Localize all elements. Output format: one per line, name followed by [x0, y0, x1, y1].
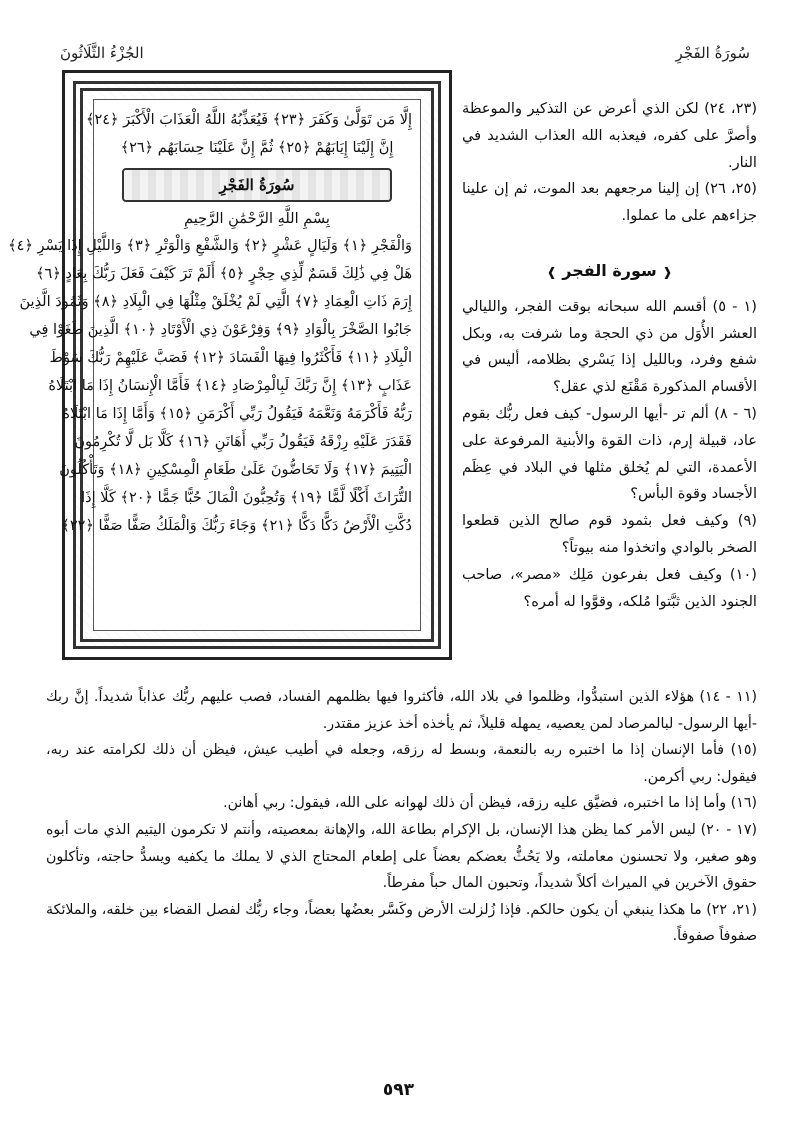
ayah-line: عَذَابٍ ﴿١٣﴾ إِنَّ رَبَّكَ لَبِالْمِرْصَادِ ﴿١٤﴾ فَأَمَّا الْإِنسَانُ إِذَا مَا ابْتَلَاهُ: [48, 378, 412, 394]
ayah-line: إِرَمَ ذَاتِ الْعِمَادِ ﴿٧﴾ الَّتِي لَمْ يُخْلَقْ مِثْلُهَا فِي الْبِلَادِ ﴿٨﴾ وَثَمُودَ الَّذِينَ: [19, 294, 412, 310]
tafsir-paragraph: (١١ - ١٤) هؤلاء الذين استبدُّوا، وظلموا في بلاد الله، فأكثروا فيها بظلمهم الفساد، فصب عليهم ربُّك عذاباً شديداً. إنَّ ربك -أيها الرسول- لبالمرصاد لمن يعصيه، يمهله قليلاً، ثم يأخذه أخذ عزيز مقتدر.: [46, 689, 757, 732]
ayah-line: الْيَتِيمَ ﴿١٧﴾ وَلَا تَحَاضُّونَ عَلَىٰ طَعَامِ الْمِسْكِينِ ﴿١٨﴾ وَتَأْكُلُونَ: [59, 462, 412, 478]
ayah-line: وَالْفَجْرِ ﴿١﴾ وَلَيَالٍ عَشْرٍ ﴿٢﴾ وَالشَّفْعِ وَالْوَتْرِ ﴿٣﴾ وَاللَّيْلِ إِذَا يَسْرِ ﴿٤﴾: [8, 238, 412, 254]
ayah-line: التُّرَاثَ أَكْلًا لَّمًّا ﴿١٩﴾ وَتُحِبُّونَ الْمَالَ حُبًّا جَمًّا ﴿٢٠﴾ كَلَّا إِذَا: [81, 490, 412, 506]
tafsir-paragraph: (٢٥، ٢٦) إن إلينا مرجعهم بعد الموت، ثم إن علينا جزاءهم على ما عملوا.: [462, 180, 757, 225]
quran-text-block: [8, 99, 421, 631]
ayah-line: جَابُوا الصَّخْرَ بِالْوَادِ ﴿٩﴾ وَفِرْعَوْنَ ذِي الْأَوْتَادِ ﴿١٠﴾ الَّذِينَ طَغَوْا فِي: [29, 322, 412, 338]
tafsir-paragraph: (٢١، ٢٢) ما هكذا ينبغي أن يكون حالكم. فإذا زُلزلت الأرض وكَسَّر بعضُها بعضاً، وجاء ربُّك لفصل القضاء بين خلقه، والملائكة صفوفاً صفوفاً.: [46, 901, 757, 945]
tafsir-paragraph: (٦ - ٨) ألم تر -أيها الرسول- كيف فعل ربُّك بقوم عاد، قبيلة إرم، ذات القوة والأبنية المرفوعة على الأعمدة، التي لم يُخلق مثلها في البلاد في عِظَم الأجساد وقوة البأس؟: [462, 404, 757, 503]
juz-label: الجُزْءُ الثَّلَاثُونَ: [60, 44, 144, 62]
tafsir-side-column: [462, 96, 757, 615]
ayah-line: رَبُّهُ فَأَكْرَمَهُ وَنَعَّمَهُ فَيَقُولُ رَبِّي أَكْرَمَنِ ﴿١٥﴾ وَأَمَّا إِذَا مَا ابْتَلَاهُ: [62, 406, 412, 422]
tafsir-paragraph: (٢٣، ٢٤) لكن الذي أعرض عن التذكير والموعظة وأصرَّ على كفره، فيعذبه الله العذاب الشديد في النار.: [462, 100, 758, 171]
ornamental-border: [8, 81, 441, 649]
ayah-line: فَقَدَرَ عَلَيْهِ رِزْقَهُ فَيَقُولُ رَبِّي أَهَانَنِ ﴿١٦﴾ كَلَّا بَل لَّا تُكْرِمُونَ: [74, 434, 412, 450]
tafsir-full-width: [46, 684, 757, 950]
bismillah: بِسْمِ اللَّهِ الرَّحْمَٰنِ الرَّحِيمِ: [184, 211, 330, 227]
tafsir-paragraph: (١٦) وأما إذا ما اختبره، فضيَّق عليه رزقه، فيظن أن ذلك لهوانه على الله، فيقول: ربي أهانن.: [223, 795, 757, 812]
ornament-icon: ❱: [546, 264, 557, 279]
ayah-line: دُكَّتِ الْأَرْضُ دَكًّا دَكًّا ﴿٢١﴾ وَجَاءَ رَبُّكَ وَالْمَلَكُ صَفًّا صَفًّا ﴿٢٢﴾: [61, 518, 412, 534]
mushaf-frame: [8, 70, 452, 660]
page-header: [60, 44, 750, 68]
ayah-line: هَلْ فِي ذَٰلِكَ قَسَمٌ لِّذِي حِجْرٍ ﴿٥﴾ أَلَمْ تَرَ كَيْفَ فَعَلَ رَبُّكَ بِعَادٍ ﴿٦﴾: [36, 266, 412, 282]
tafsir-paragraph: (١ - ٥) أقسم الله سبحانه بوقت الفجر، والليالي العشر الأُوَل من ذي الحجة وما شرفت به، وبكل شفع وفرد، وبالليل إذا يَسْري بظلامه، أليس في الأقسام المذكورة مَقْنَع لذي عقل؟: [462, 297, 757, 396]
surah-title-banner: [122, 168, 393, 202]
surah-heading-text: سورة الفجر: [562, 260, 657, 280]
surah-label: سُورَةُ الفَجْرِ: [675, 44, 750, 62]
tafsir-paragraph: (١٥) فأما الإنسان إذا ما اختبره ربه بالنعمة، وبسط له رزقه، وجعله في أطيب عيش، فيظن أن ذلك لكرامته عند ربه، فيقول: ربي أكرمن.: [46, 742, 757, 785]
page-number: ٥٩٣: [382, 1080, 415, 1100]
ayah-line: الْبِلَادِ ﴿١١﴾ فَأَكْثَرُوا فِيهَا الْفَسَادَ ﴿١٢﴾ فَصَبَّ عَلَيْهِمْ رَبُّكَ سَوْطَ: [49, 350, 412, 366]
tafsir-paragraph: (١٧ - ٢٠) ليس الأمر كما يظن هذا الإنسان، بل الإكرام بطاعة الله، والإهانة بمعصيته، وأنتم لا تكرمون اليتيم الذي مات أبوه وهو صغير، ولا تحسنون معاملته، ولا يَحُثُّ بعضكم بعضاً على إطعام المحتاج الذي لا يملك ما يكفيه ويسدُّ حاجته، وتأكلون حقوق الآخرين في الميراث أكلاً شديداً، وتحبون المال حباً مفرطاً.: [46, 821, 757, 892]
tafsir-paragraph: (١٠) وكيف فعل بفرعون مَلِك «مصر»، صاحب الجنود الذين ثبَّتوا مُلكه، وقوَّوا له أمره؟: [462, 565, 757, 610]
surah-heading: [462, 258, 757, 286]
surah-banner-text: سُورَةُ الفَجْرِ: [219, 176, 295, 194]
ayah-line: إِلَّا مَن تَوَلَّىٰ وَكَفَرَ ﴿٢٣﴾ فَيُعَذِّبُهُ اللَّهُ الْعَذَابَ الْأَكْبَرَ ﴿٢٤﴾: [85, 112, 412, 128]
ayah-line: إِنَّ إِلَيْنَا إِيَابَهُمْ ﴿٢٥﴾ ثُمَّ إِنَّ عَلَيْنَا حِسَابَهُم ﴿٢٦﴾: [120, 140, 394, 156]
tafsir-paragraph: (٩) وكيف فعل بثمود قوم صالح الذين قطعوا الصخر بالوادي واتخذوا منه بيوتاً؟: [462, 512, 757, 556]
ornament-icon: ❰: [662, 264, 673, 279]
